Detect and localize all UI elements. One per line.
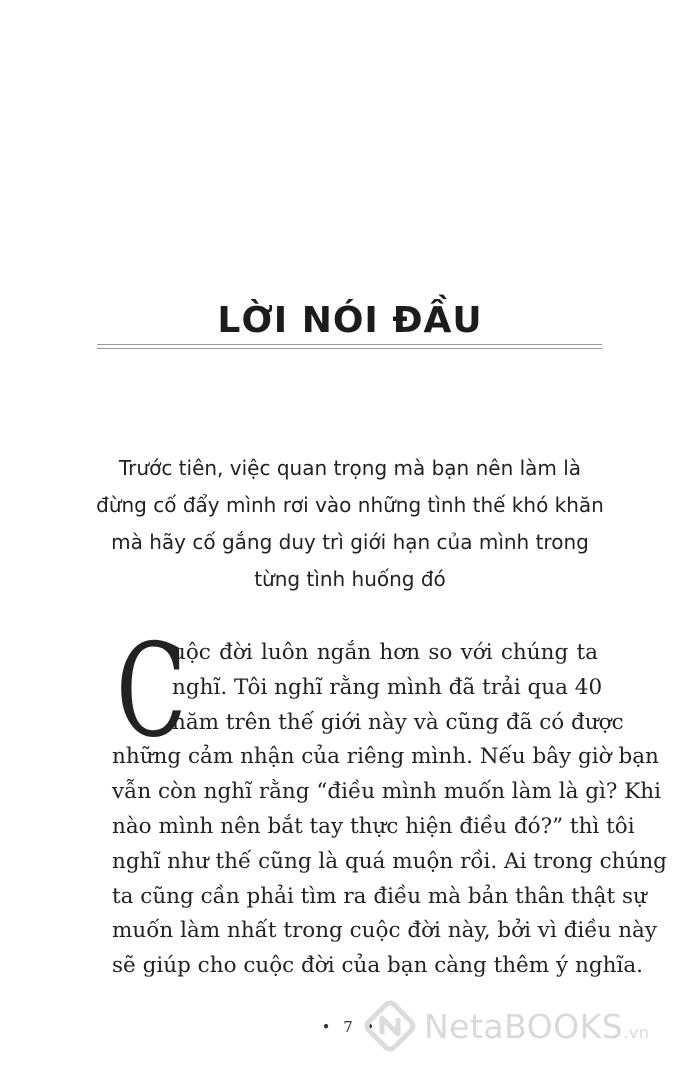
watermark-text [424,1007,649,1046]
body-line: nghĩ. Tôi nghĩ rằng mình đã trải qua 40 [172,674,603,700]
page-number: • 7 • [321,1018,379,1036]
intro-line: Trước tiên, việc quan trọng mà bạn nên làm là [118,456,582,480]
body-line: năm trên thế giới này và cũng đã có được [172,709,624,735]
body-line: muốn làm nhất trong cuộc đời này, bởi vì điều này [112,918,658,944]
body-line: nghĩ như thế cũng là quá muộn rồi. Ai trong chúng [112,848,667,874]
watermark [362,996,649,1056]
drop-cap: C [116,617,187,766]
title-rule-bottom [97,348,602,349]
body-paragraph [112,636,667,984]
body-line: vẫn còn nghĩ rằng “điều mình muốn làm là gì? Khi [112,779,662,805]
intro-line: đừng cố đẩy mình rơi vào những tình thế khó khăn [96,493,604,517]
body-line: nào mình nên bắt tay thực hiện điều đó?” thì tôi [112,813,635,839]
intro-line: mà hãy cố gắng duy trì giới hạn của mình trong [111,530,589,554]
page-title: LỜI NÓI ĐẦU [217,300,483,341]
watermark-brand: NetaBOOKS [424,1006,624,1046]
body-line: sẽ giúp cho cuộc đời của bạn càng thêm ý nghĩa. [112,953,643,979]
body-line: những cảm nhận của riêng mình. Nếu bây giờ bạn [112,744,659,770]
intro-quote [90,450,610,598]
body-line: ta cũng cần phải tìm ra điều mà bản thân thật sự [112,883,647,909]
netabooks-logo-icon [362,998,418,1054]
body-line: uộc đời luôn ngắn hơn so với chúng ta [172,640,598,665]
title-rule-top [97,344,602,345]
watermark-suffix: .vn [623,1022,650,1042]
intro-line: từng tình huống đó [254,567,446,591]
